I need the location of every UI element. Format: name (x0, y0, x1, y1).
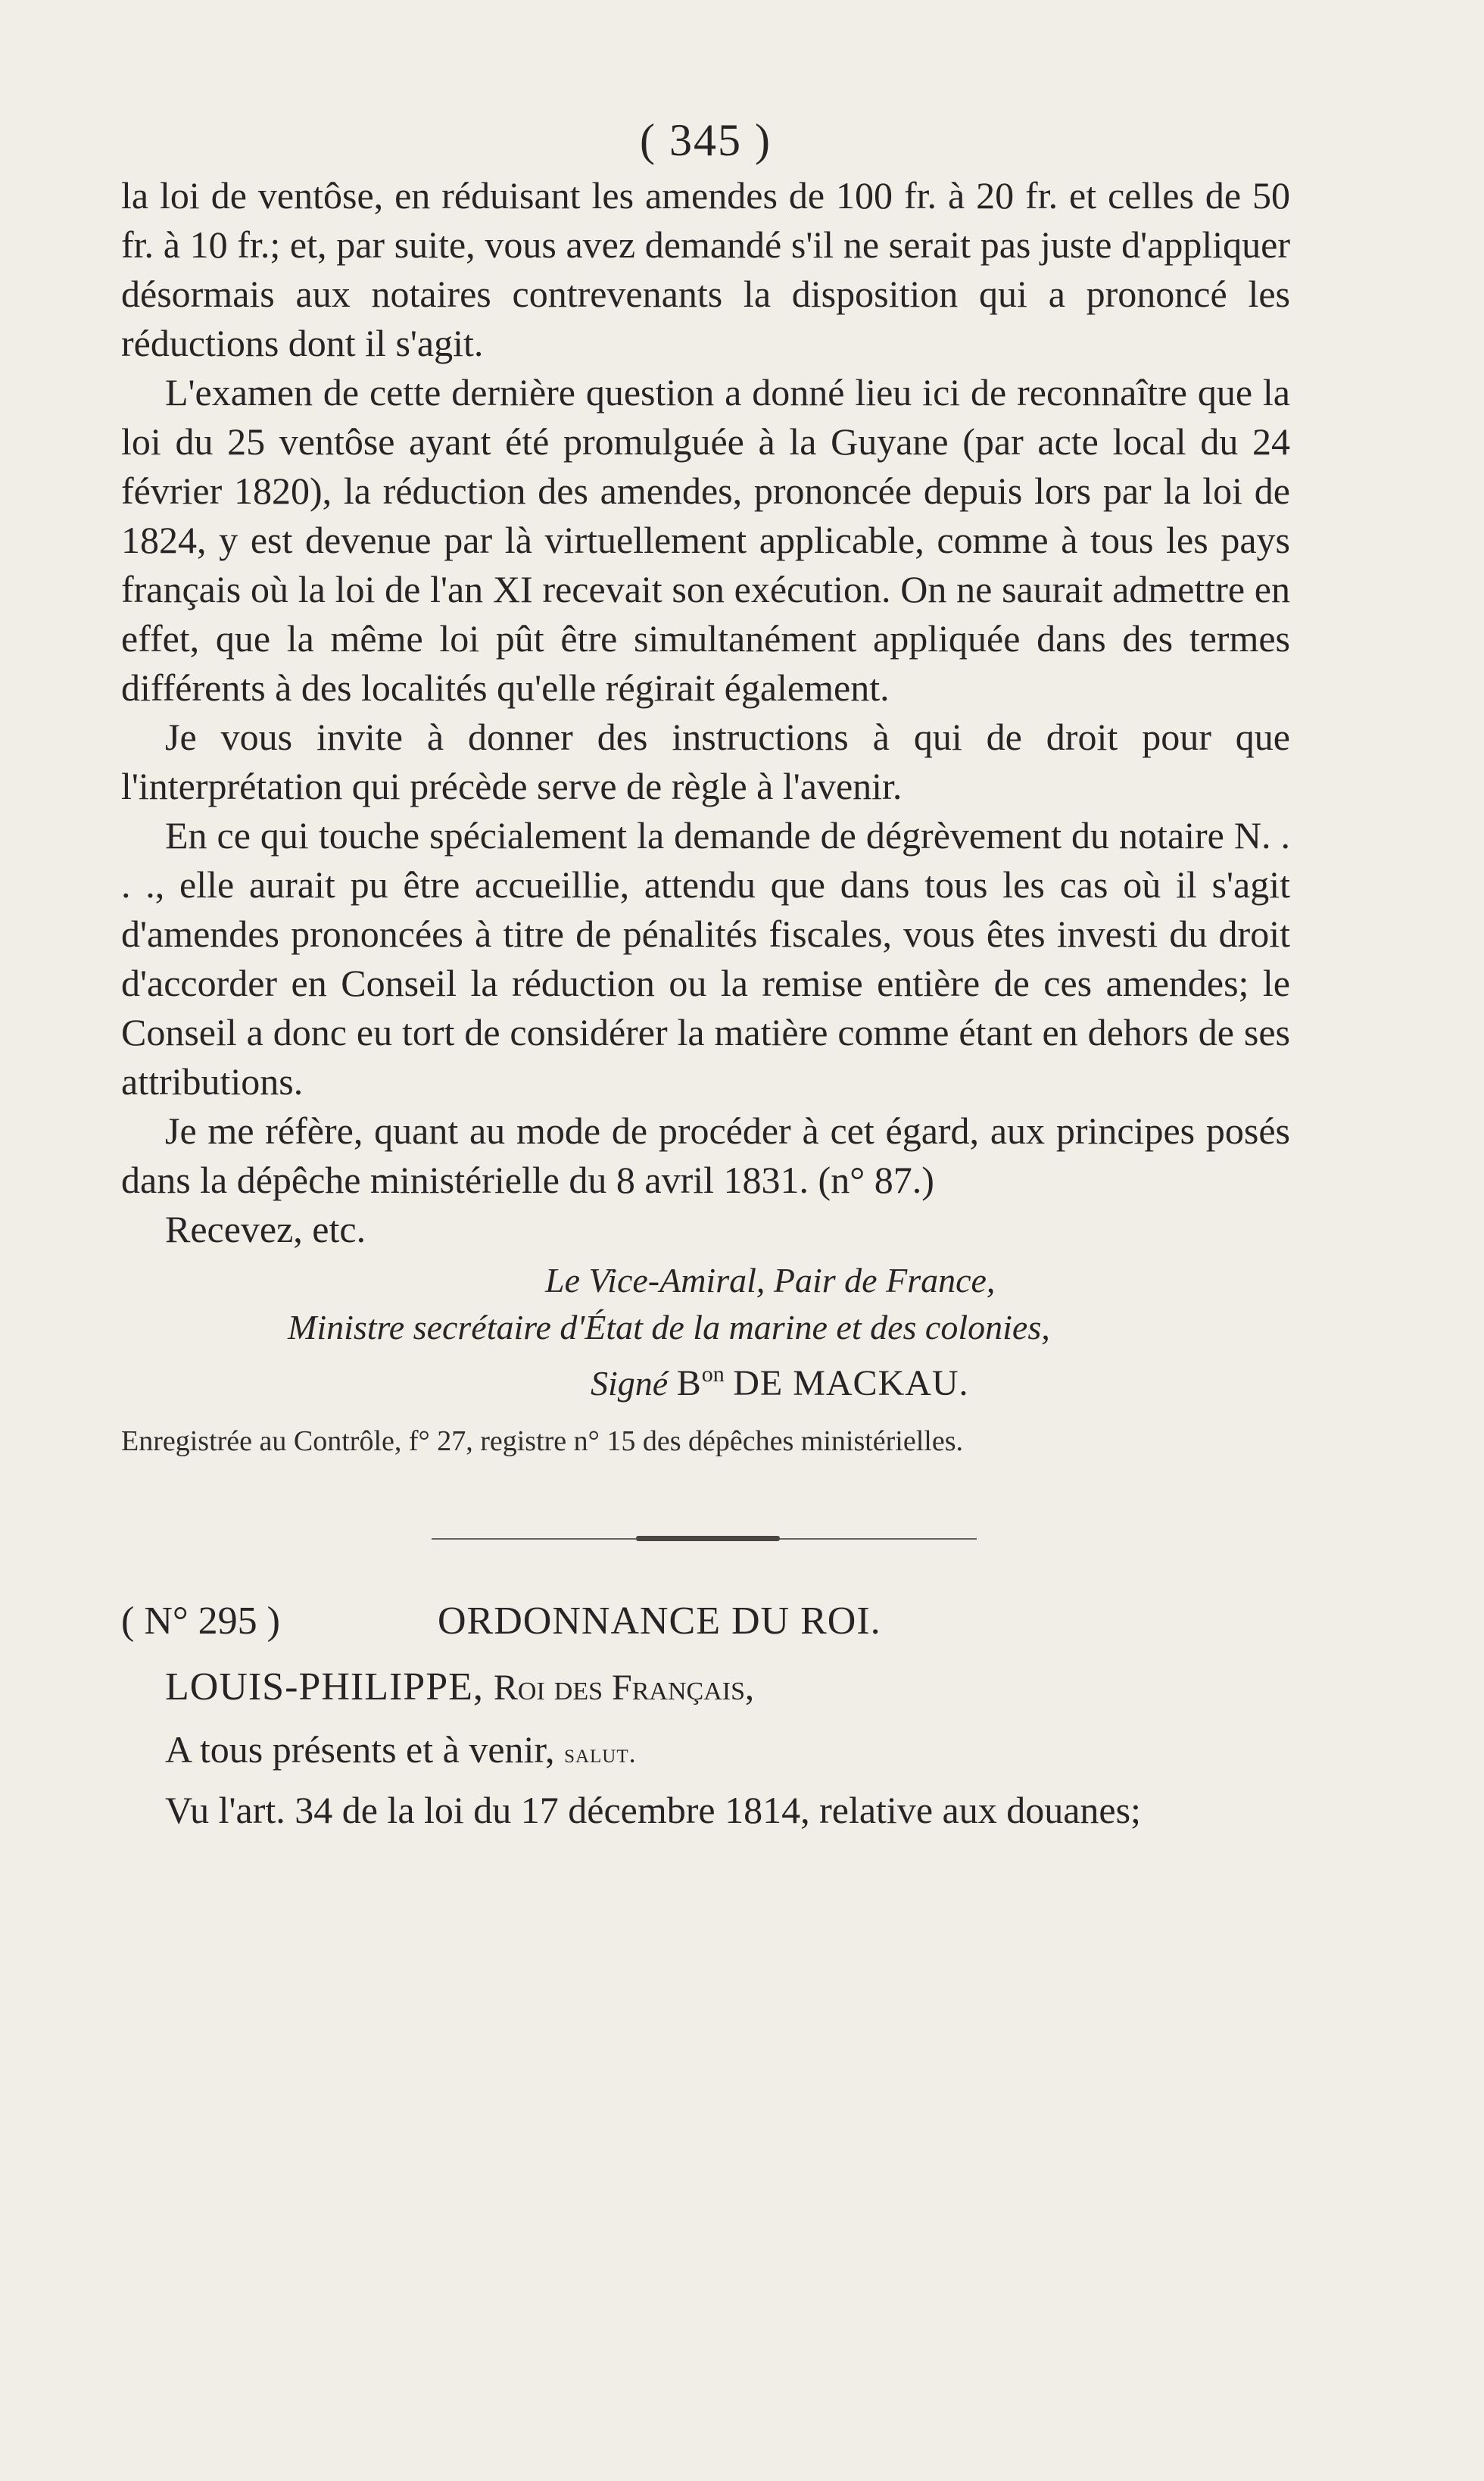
page-number: ( 345 ) (640, 115, 772, 165)
paragraph-closing: Recevez, etc. (165, 1208, 366, 1250)
signature-title-prefix: B (676, 1363, 702, 1403)
signature-title-sup: on (701, 1362, 725, 1387)
paragraph-vu: Vu l'art. 34 de la loi du 17 décembre 1814, relative aux douanes; (165, 1789, 1141, 1831)
ordonnance-number: ( N° 295 ) (121, 1599, 280, 1643)
ordonnance-heading (121, 1595, 1290, 1648)
signature-block (121, 1257, 1290, 1407)
signature-rank: Le Vice-Amiral, Pair de France, (545, 1261, 996, 1300)
paragraph-examen: L'examen de cette dernière question a donné lieu ici de reconnaître que la loi du 25 ventôse ayant été promulguée à la Guyane (par acte local du 24 février 1820), la réduction des amendes, prononcée depuis lors par la loi de 1824, y est devenue par là virtuellement applicable, comme à tous les pays français où la loi de l'an XI recevait son exécution. On ne saurait admettre en effet, que la même loi pût être simultanément appliquée dans des termes différents à des localités qu'elle régirait également. (121, 371, 1290, 709)
salute-line (121, 1723, 1290, 1780)
king-title: Roi des Français, (493, 1668, 754, 1708)
paragraph-degrevement: En ce qui touche spécialement la demande de dégrèvement du notaire N. . . ., elle aurait pu être accueillie, attendu que dans tous les cas où il s'agit d'amendes prononcées à titre de pénalités fiscales, vous êtes investi du droit d'accorder en Conseil la réduction ou la remise entière de ces amendes; le Conseil a donc eu tort de considérer la matière comme étant en dehors de ses attributions. (121, 814, 1290, 1103)
salute-text: A tous présents et à venir, (165, 1728, 555, 1771)
registration-note: Enregistrée au Contrôle, f° 27, registre n° 15 des dépêches ministérielles. (121, 1425, 964, 1457)
divider-thick-line (636, 1536, 780, 1541)
section-divider (432, 1536, 977, 1540)
ordonnance-title: ORDONNANCE DU ROI. (438, 1599, 881, 1643)
king-line (121, 1660, 1290, 1715)
signature-signe: Signé (591, 1364, 669, 1403)
signature-name-line (121, 1351, 1290, 1407)
king-name: LOUIS-PHILIPPE, (165, 1665, 484, 1709)
paragraph-invitation: Je vous invite à donner des instructions à qui de droit pour que l'interprétation qui précède serve de règle à l'avenir. (121, 716, 1290, 807)
paragraph-continuation: la loi de ventôse, en réduisant les amendes de 100 fr. à 20 fr. et celles de 50 fr. à 10 fr.; et, par suite, vous avez demandé s'il ne serait pas juste d'appliquer désormais aux notaires contrevenants la disposition qui a prononcé les réductions dont il s'agit. (121, 174, 1290, 364)
paragraph-reference: Je me réfère, quant au mode de procéder à cet égard, aux principes posés dans la dépêche ministérielle du 8 avril 1831. (n° 87.) (121, 1109, 1290, 1201)
salute-word: salut. (564, 1738, 637, 1768)
signature-office: Ministre secrétaire d'État de la marine et des colonies, (288, 1308, 1050, 1347)
signature-name: DE MACKAU. (733, 1363, 969, 1403)
